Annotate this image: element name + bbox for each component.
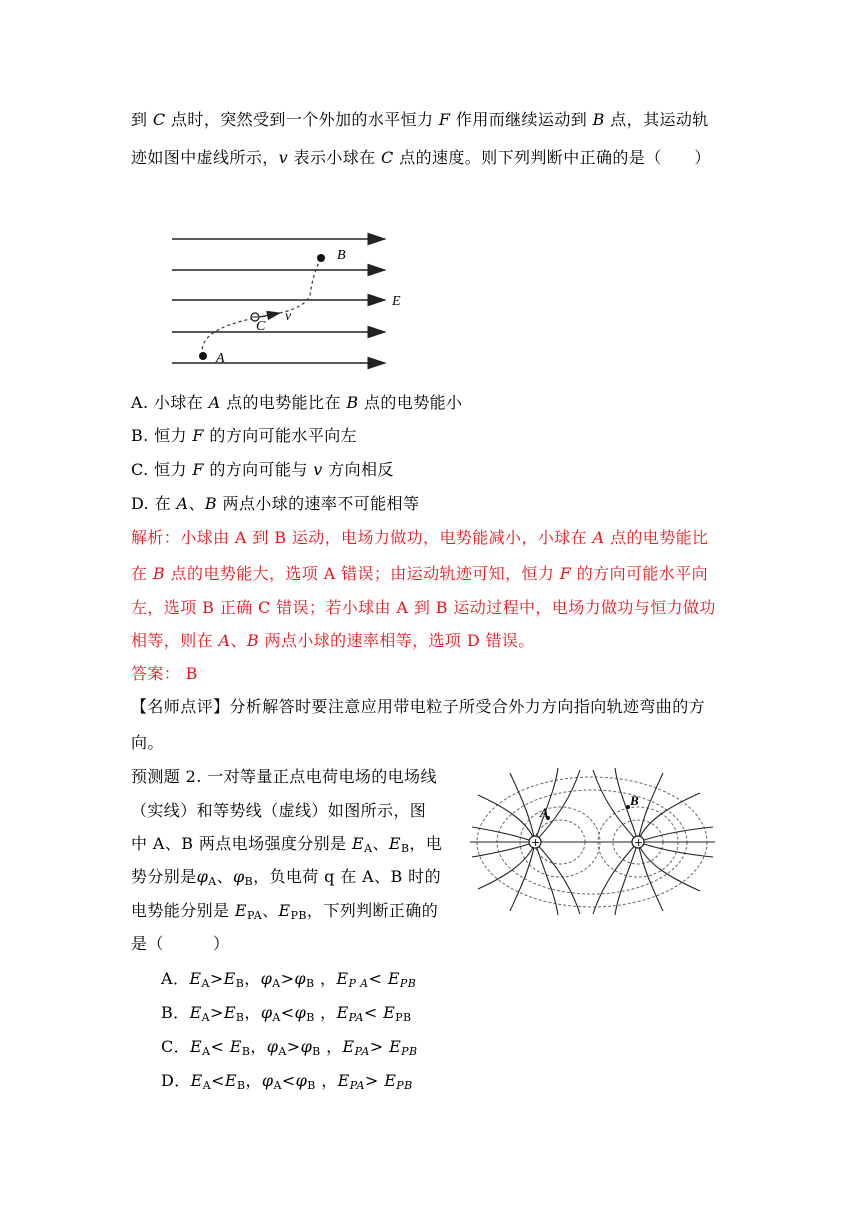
var: A xyxy=(176,494,189,513)
var: E xyxy=(278,901,291,920)
label-a: A xyxy=(540,805,549,820)
text: 解析：小球由 A 到 B 运动，电场力做功，电势能减小，小球在 xyxy=(131,528,593,547)
sub: A xyxy=(364,842,373,855)
trajectory-dashed xyxy=(202,258,321,355)
text: 相等，则在 xyxy=(131,631,219,650)
text: 、 xyxy=(230,631,247,650)
analysis-line-3: 左，选项 B 正确 C 错误；若小球由 A 到 B 运动过程中，电场力做功与恒力做功 xyxy=(131,598,716,617)
text: ，电 xyxy=(409,834,443,853)
field-line xyxy=(478,842,535,889)
field-line xyxy=(510,842,535,911)
text: 迹如图中虚线所示， xyxy=(131,148,279,167)
var: A xyxy=(208,393,221,412)
var: E xyxy=(388,834,401,853)
text: ，下列判断正确的 xyxy=(306,901,439,920)
var-f: F xyxy=(438,110,451,129)
field-line xyxy=(638,842,713,857)
text: 点的电势能比在 xyxy=(220,393,347,412)
plus-left: + xyxy=(531,836,541,849)
text: 两点小球的速率相等，选项 D 错误。 xyxy=(259,631,535,650)
text: 的方向可能与 xyxy=(203,460,314,479)
q2-line-5 xyxy=(131,901,438,921)
intro-line-2 xyxy=(131,148,711,168)
plus-right: + xyxy=(634,836,644,849)
var-c: C xyxy=(152,110,166,129)
text: 在 xyxy=(131,564,153,583)
point-a xyxy=(199,352,207,360)
var: φ xyxy=(196,867,209,886)
q2-option-b: B．$E_A>E_B$，$\varphi_A<\varphi_B$ ，$E_{PA}< E_{PB}$ xyxy=(161,1003,412,1024)
q2-line-3 xyxy=(131,834,442,854)
analysis-line-4 xyxy=(131,631,535,651)
field-line xyxy=(638,842,700,891)
var: B xyxy=(246,631,260,650)
text: 的方向可能水平向左 xyxy=(203,426,358,445)
option-d xyxy=(131,494,419,514)
field-line xyxy=(472,827,535,842)
text: C. 恒力 xyxy=(131,460,193,479)
text: 电势能分别是 xyxy=(131,901,235,920)
var: B xyxy=(204,494,218,513)
var: F xyxy=(559,564,572,583)
text: 作用而继续运动到 xyxy=(450,110,593,129)
text: D. 在 xyxy=(131,494,177,513)
var-b: B xyxy=(592,110,605,129)
field-line xyxy=(510,773,535,842)
sub: B xyxy=(400,842,410,855)
text: ，负电荷 q 在 A、B 时的 xyxy=(253,867,441,886)
q2-option-a: A．$E_A>E_B$，$\varphi_A>\varphi_B$ ，$E_{P A}< E_{PB}$ xyxy=(161,969,417,990)
field-line xyxy=(478,795,535,842)
text: B. 恒力 xyxy=(131,426,193,445)
text: 到 xyxy=(131,110,153,129)
q2-option-c: C．$E_A< E_B$，$\varphi_A>\varphi_B$ ，$E_{PA}> E_{PB}$ xyxy=(161,1037,418,1058)
option-a xyxy=(131,393,462,413)
field-line xyxy=(472,842,535,857)
answer-line: 答案： B xyxy=(131,664,198,683)
q2-option-d: D．$E_A<E_B$，$\varphi_A<\varphi_B$ ，$E_{PA}> E_{PB}$ xyxy=(161,1071,413,1092)
q2-line-2: （实线）和等势线（虚线）如图所示，图 xyxy=(131,801,427,820)
text: 、 xyxy=(216,867,233,886)
text: 势分别是 xyxy=(131,867,197,886)
text: 点的电势能比 xyxy=(604,528,709,547)
text: 点的电势能大，选项 A 错误；由运动轨迹可知，恒力 xyxy=(165,564,560,583)
var: B xyxy=(346,393,359,412)
var: F xyxy=(192,460,204,479)
q2-line-6: 是（ ） xyxy=(131,934,230,953)
text: 两点小球的速率不可能相等 xyxy=(217,494,420,513)
var: E xyxy=(351,834,365,853)
sub: B xyxy=(244,875,254,888)
velocity-arrow xyxy=(259,313,280,317)
var: A xyxy=(218,631,231,650)
label-b: B xyxy=(337,248,346,263)
text: 点的电势能小 xyxy=(358,393,463,412)
text: A. 小球在 xyxy=(131,393,209,412)
label-c: C xyxy=(256,319,266,334)
sub: A xyxy=(208,875,217,888)
label-v: v xyxy=(285,309,292,324)
sub: PB xyxy=(290,909,307,922)
text: 、 xyxy=(188,494,205,513)
field-trajectory-figure xyxy=(160,225,420,370)
intro-line-1 xyxy=(131,110,709,130)
label-a: A xyxy=(216,351,225,366)
analysis-line-2 xyxy=(131,564,708,584)
label-b: B xyxy=(630,793,639,808)
option-c xyxy=(131,460,394,480)
field-line xyxy=(615,842,638,915)
field-line xyxy=(535,842,558,915)
field-line xyxy=(535,842,580,914)
var-v: v xyxy=(278,148,289,167)
text: 、 xyxy=(262,901,279,920)
var-c: C xyxy=(381,148,394,167)
q2-line-1: 预测题 2. 一对等量正点电荷电场的电场线 xyxy=(131,767,437,786)
text: 的方向可能水平向 xyxy=(571,564,708,583)
comment-line-2: 向。 xyxy=(131,733,164,752)
point-b xyxy=(317,254,325,262)
var: B xyxy=(152,564,166,583)
var: A xyxy=(592,528,605,547)
text: 点，其运动轨 xyxy=(604,110,709,129)
var: F xyxy=(192,426,204,445)
var: φ xyxy=(232,867,245,886)
sub: PA xyxy=(246,909,263,922)
text: 点的速度。则下列判断中正确的是（ ） xyxy=(393,148,711,167)
text: 方向相反 xyxy=(322,460,394,479)
var: v xyxy=(313,460,323,479)
text: 中 A、B 两点电场强度分别是 xyxy=(131,834,352,853)
analysis-line-1 xyxy=(131,528,708,548)
text: 表示小球在 xyxy=(288,148,382,167)
q2-line-4 xyxy=(131,867,441,887)
field-line xyxy=(638,793,700,842)
comment-line-1: 【名师点评】分析解答时要注意应用带电粒子所受合外力方向指向轨迹弯曲的方 xyxy=(131,697,706,716)
text: 、 xyxy=(372,834,389,853)
option-b xyxy=(131,426,357,446)
text: 点时，突然受到一个外加的水平恒力 xyxy=(165,110,439,129)
label-e: E xyxy=(392,294,401,309)
var: E xyxy=(234,901,247,920)
two-charges-field-figure xyxy=(470,765,715,915)
